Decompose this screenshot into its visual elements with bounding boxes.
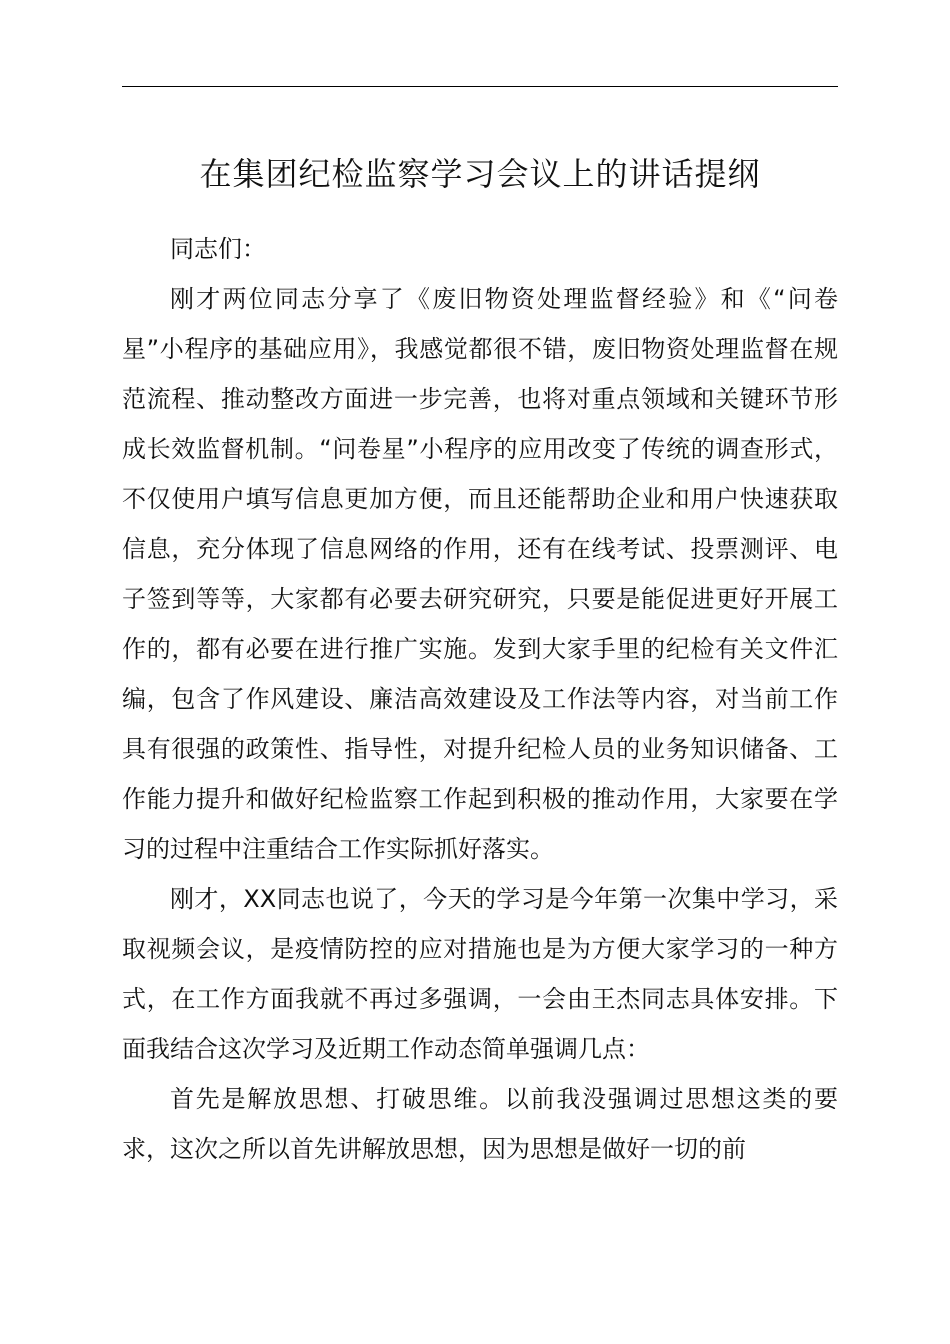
document-body	[122, 224, 838, 1174]
body-paragraph-1: 刚才两位同志分享了《废旧物资处理监督经验》和《“问卷星”小程序的基础应用》，我感觉都很不错，废旧物资处理监督在规范流程、推动整改方面进一步完善，也将对重点领域和关键环节形成长效监督机制。“问卷星”小程序的应用改变了传统的调查形式，不仅使用户填写信息更加方便，而且还能帮助企业和用户快速获取信息，充分体现了信息网络的作用，还有在线考试、投票测评、电子签到等等，大家都有必要去研究研究，只要是能促进更好开展工作的，都有必要在进行推广实施。发到大家手里的纪检有关文件汇编，包含了作风建设、廉洁高效建设及工作法等内容，对当前工作具有很强的政策性、指导性，对提升纪检人员的业务知识储备、工作能力提升和做好纪检监察工作起到积极的推动作用，大家要在学习的过程中注重结合工作实际抓好落实。	[122, 285, 838, 863]
body-paragraph-2: 刚才，XX同志也说了，今天的学习是今年第一次集中学习，采取视频会议，是疫情防控的应对措施也是为方便大家学习的一种方式，在工作方面我就不再过多强调，一会由王杰同志具体安排。下面我结合这次学习及近期工作动态简单强调几点：	[122, 885, 838, 1063]
header-rule	[122, 86, 838, 87]
body-paragraph-3: 首先是解放思想、打破思维。以前我没强调过思想这类的要求，这次之所以首先讲解放思想，因为思想是做好一切的前	[122, 1085, 838, 1163]
document-title: 在集团纪检监察学习会议上的讲话提纲	[199, 155, 761, 193]
salutation-paragraph: 同志们：	[170, 235, 266, 263]
